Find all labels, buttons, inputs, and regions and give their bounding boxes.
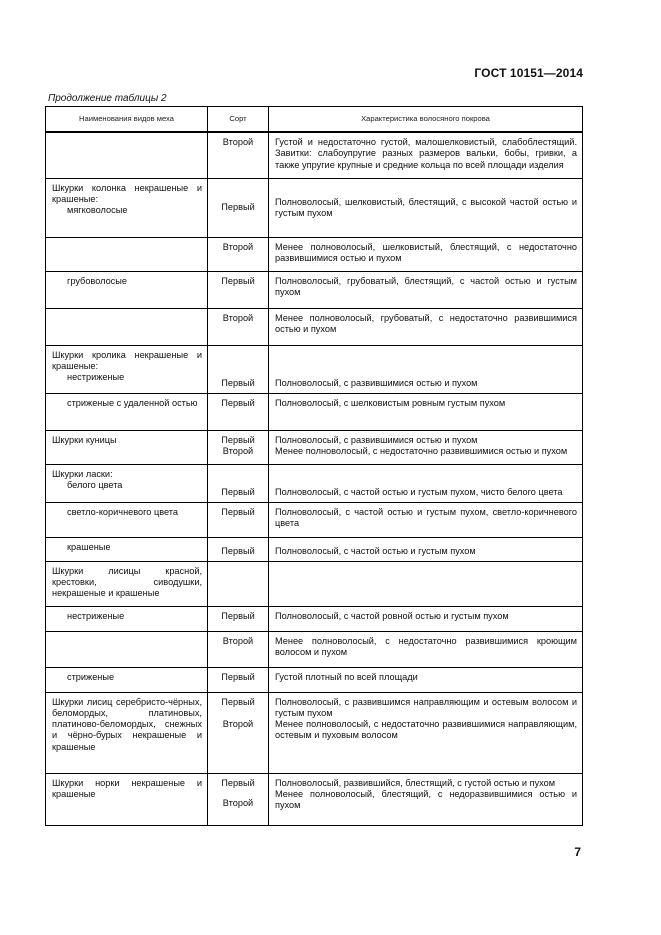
grade-cell (208, 345, 269, 393)
fur-subtype-name: мягковолосые (67, 205, 128, 216)
grade-text: Второй (222, 797, 254, 808)
table-row (46, 308, 583, 345)
description-cell (269, 773, 583, 825)
fur-name-cell (46, 345, 208, 393)
description-cell: Полноволосый, с развившимися остью и пухом (269, 345, 583, 393)
grade-text: Второй (222, 718, 254, 729)
table-row (46, 237, 583, 271)
fur-name-cell: нестриженые (46, 606, 208, 631)
grade-text: Первый (221, 202, 255, 213)
table-row (46, 178, 583, 237)
table-row (46, 345, 583, 393)
fur-name-cell: грубоволосые (46, 271, 208, 308)
description-cell (269, 430, 583, 464)
table-row (46, 692, 583, 773)
fur-name-cell (46, 132, 208, 178)
column-header-description: Характеристика волосяного покрова (269, 107, 583, 133)
grade-cell (208, 537, 269, 561)
fur-name-cell: светло-коричневого цвета (46, 502, 208, 537)
description-cell (269, 561, 583, 606)
description-cell: Густой и недостаточно густой, малошелковистый, слабоблестящий. Завитки: слабоупругие разных размеров вальки, бобы, гривки, а также упругие крупные и средние кольца по всей площади изделия (269, 132, 583, 178)
grade-cell: Первый (208, 606, 269, 631)
description-cell: Полноволосый, с частой ровной остью и густым пухом (269, 606, 583, 631)
description-cell: Густой плотный по всей площади (269, 667, 583, 692)
description-cell: Менее полноволосый, с недостаточно развившимися кроющим волосом и пухом (269, 631, 583, 667)
table-header-row (46, 107, 583, 133)
fur-name-cell: стриженые с удаленной остью (46, 393, 208, 430)
table-row (46, 561, 583, 606)
description-cell: Полноволосый, шелковистый, блестящий, с высокой частой остью и густым пухом (269, 178, 583, 237)
grade-cell: Первый (208, 393, 269, 430)
grade-text: Первый (221, 777, 255, 788)
table-row (46, 773, 583, 825)
grade-cell: Второй (208, 132, 269, 178)
page-number: 7 (574, 845, 581, 859)
grade-text: Первый (221, 546, 255, 557)
description-cell: Менее полноволосый, грубоватый, с недостаточно развившимися остью и пухом (269, 308, 583, 345)
grade-cell: Второй (208, 631, 269, 667)
grade-text: Второй (222, 445, 254, 456)
table-row (46, 537, 583, 561)
fur-name-cell: Шкурки лисицы красной, крестовки, сиводушки, некрашеные и крашеные (46, 561, 208, 606)
description-text: Полноволосый, с развившимися остью и пухом (275, 434, 478, 445)
grade-cell (208, 464, 269, 502)
fur-name-cell: стриженые (46, 667, 208, 692)
description-text: Полноволосый, с развившимся направляющим и остевым волосом и густым пухом (275, 696, 577, 718)
table-row (46, 464, 583, 502)
grade-cell (208, 430, 269, 464)
fur-characteristics-table (45, 106, 583, 826)
fur-name-cell: Шкурки куницы (46, 430, 208, 464)
table-row (46, 502, 583, 537)
description-cell: Полноволосый, грубоватый, блестящий, с частой остью и густым пухом (269, 271, 583, 308)
grade-text: Первый (221, 434, 255, 445)
table-row (46, 271, 583, 308)
fur-name-cell: Шкурки норки некрашеные и крашеные (46, 773, 208, 825)
fur-subtype-name: нестриженые (67, 372, 125, 383)
description-cell: Полноволосый, с частой остью и густым пухом, чисто белого цвета (269, 464, 583, 502)
fur-group-name: Шкурки колонка некрашеные и крашеные: (52, 182, 202, 204)
grade-cell: Первый (208, 667, 269, 692)
description-text: Менее полноволосый, с недостаточно развившимися направляющим, остевым и пуховым волосом (275, 719, 577, 741)
fur-name-cell (46, 464, 208, 502)
fur-name-cell (46, 178, 208, 237)
description-text: Полноволосый, развившийся, блестящий, с густой остью и пухом (275, 777, 556, 788)
grade-cell: Первый (208, 502, 269, 537)
description-cell (269, 692, 583, 773)
table-row (46, 606, 583, 631)
grade-cell: Первый (208, 271, 269, 308)
description-cell: Полноволосый, с шелковистым ровным густым пухом (269, 393, 583, 430)
table-row (46, 132, 583, 178)
fur-name-cell (46, 237, 208, 271)
standard-number: ГОСТ 10151—2014 (474, 66, 583, 80)
fur-name-cell: крашеные (46, 537, 208, 561)
table-row (46, 393, 583, 430)
grade-text: Первый (221, 487, 255, 498)
fur-name-cell: Шкурки лисиц серебристо-чёрных, беломордых, платиновых, платиново-беломордых, снежных и чёрно-бурых некрашеные и крашеные (46, 692, 208, 773)
description-cell: Полноволосый, с частой остью и густым пухом, светло-коричневого цвета (269, 502, 583, 537)
table-row (46, 631, 583, 667)
fur-group-name: Шкурки кролика некрашеные и крашеные: (52, 349, 202, 371)
grade-cell (208, 178, 269, 237)
grade-cell (208, 561, 269, 606)
fur-name-cell (46, 631, 208, 667)
fur-subtype-name: белого цвета (67, 479, 123, 490)
description-text: Менее полноволосый, с недостаточно развившимися остью и пухом (275, 445, 568, 456)
grade-cell (208, 773, 269, 825)
grade-cell (208, 692, 269, 773)
table-caption: Продолжение таблицы 2 (48, 93, 167, 104)
description-cell: Полноволосый, с частой остью и густым пухом (269, 537, 583, 561)
column-header-name: Наименования видов меха (46, 107, 208, 133)
grade-text: Первый (221, 696, 255, 707)
table-row (46, 430, 583, 464)
description-text: Менее полноволосый, блестящий, с недоразвившимися остью и пухом (275, 788, 577, 811)
table-row (46, 667, 583, 692)
grade-cell: Второй (208, 308, 269, 345)
grade-cell: Второй (208, 237, 269, 271)
description-cell: Менее полноволосый, шелковистый, блестящий, с недостаточно развившимися остью и пухом (269, 237, 583, 271)
column-header-grade: Сорт (208, 107, 269, 133)
fur-name-cell (46, 308, 208, 345)
fur-group-name: Шкурки ласки: (52, 468, 113, 479)
grade-text: Первый (221, 378, 255, 389)
